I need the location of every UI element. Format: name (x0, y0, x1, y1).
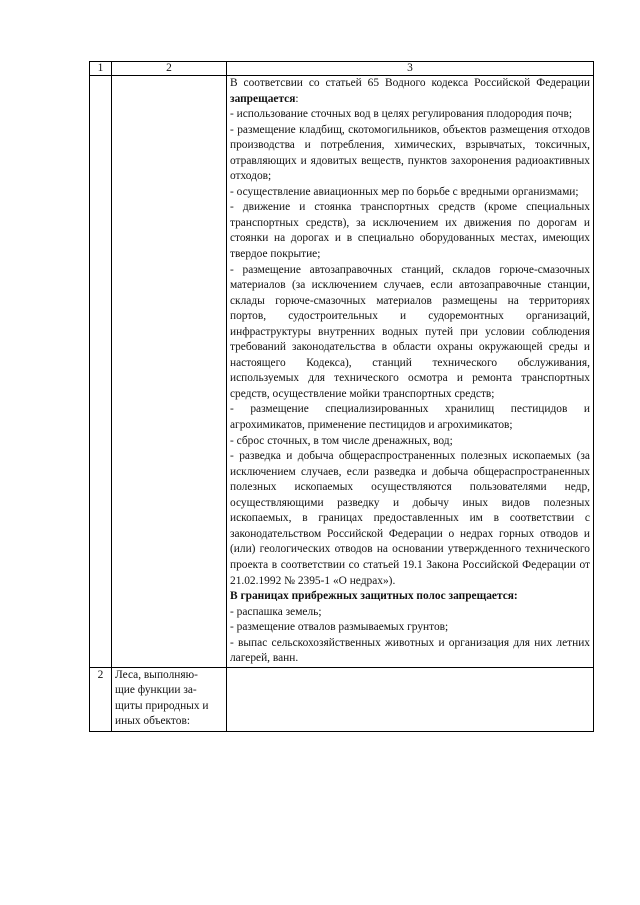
intro-paragraph (230, 76, 590, 107)
row2-number-cell: 2 (90, 667, 112, 731)
list-item: - выпас сельскохозяйственных животных и организация для них летних лагерей, ванн. (230, 636, 590, 665)
table-row-2 (90, 667, 594, 731)
list-item: - размещение отвалов размываемых грунтов; (230, 621, 449, 634)
row2-name-line: щиты природных и (115, 699, 209, 712)
row1-restrictions-cell (227, 76, 594, 668)
header-col-2: 2 (112, 62, 227, 76)
row1-number-cell (90, 76, 112, 668)
table-row-1 (90, 76, 594, 668)
row2-name-line: щие функции за- (115, 684, 197, 697)
list-item: - движение и стоянка транспортных средств (кроме специальных транспортных средств), за исключением их движения по дорогам и стоянки на дорогах и в специально оборудованных местах, имеющих твердое покрытие; (230, 201, 590, 261)
header-col-1: 1 (90, 62, 112, 76)
list-item: - разведка и добыча общераспространенных полезных ископаемых (за исключением случаев, если разведка и добыча общераспространенных полезных ископаемых осуществляются пользователями недр, осуществляющими разведку и добычу иных видов полезных ископаемых, в границах предоставленных им в соответствии с законодательством Российской Федерации о недрах горных отводов и (или) геологических отводов на основании утвержденного технического проекта в соответствии со статьей 19.1 Закона Российской Федерации от 21.02.1992 № 2395-1 «О недрах»). (230, 450, 590, 587)
list-item: - размещение кладбищ, скотомогильников, объектов размещения отходов производства и потребления, химических, взрывчатых, токсичных, отравляющих и ядовитых веществ, пунктов захоронения радиоактивных отходов; (230, 123, 590, 183)
header-row (90, 62, 594, 76)
list-item: - осуществление авиационных мер по борьбе с вредными организмами; (230, 185, 579, 198)
intro-end: : (295, 92, 299, 105)
header-col-3: 3 (227, 62, 594, 76)
intro-bold: запрещается (230, 92, 296, 105)
list-item: - распашка земель; (230, 605, 322, 618)
intro-text: В соответсвии со статьей 65 Водного кодекса Российской Федерации (230, 77, 590, 89)
list-item: - использование сточных вод в целях регулирования плодородия почв; (230, 108, 573, 121)
coastal-heading: В границах прибрежных защитных полос запрещается: (230, 590, 518, 603)
list-item: - размещение автозаправочных станций, складов горюче-смазочных материалов (за исключением случаев, если автозаправочные станции, склады горюче-смазочных материалов размещены на территориях портов, судостроительных и судоремонтных организаций, инфраструктуры внутренних водных путей при условии соблюдения требований законодательства в области охраны окружающей среды и настоящего Кодекса), станций технического обслуживания, используемых для технического осмотра и ремонта транспортных средств, осуществление мойки транспортных средств; (230, 263, 590, 400)
row2-name-cell (112, 667, 227, 731)
document-table (89, 61, 594, 732)
row2-details-cell (227, 667, 594, 731)
list-item: - размещение специализированных хранилищ пестицидов и агрохимикатов, применение пестицидов и агрохимикатов; (230, 403, 590, 432)
list-item: - сброс сточных, в том числе дренажных, вод; (230, 434, 453, 447)
row2-name-line: Леса, выполняю- (115, 668, 198, 681)
row1-name-cell (112, 76, 227, 668)
row2-name-line: иных объектов: (115, 715, 190, 728)
